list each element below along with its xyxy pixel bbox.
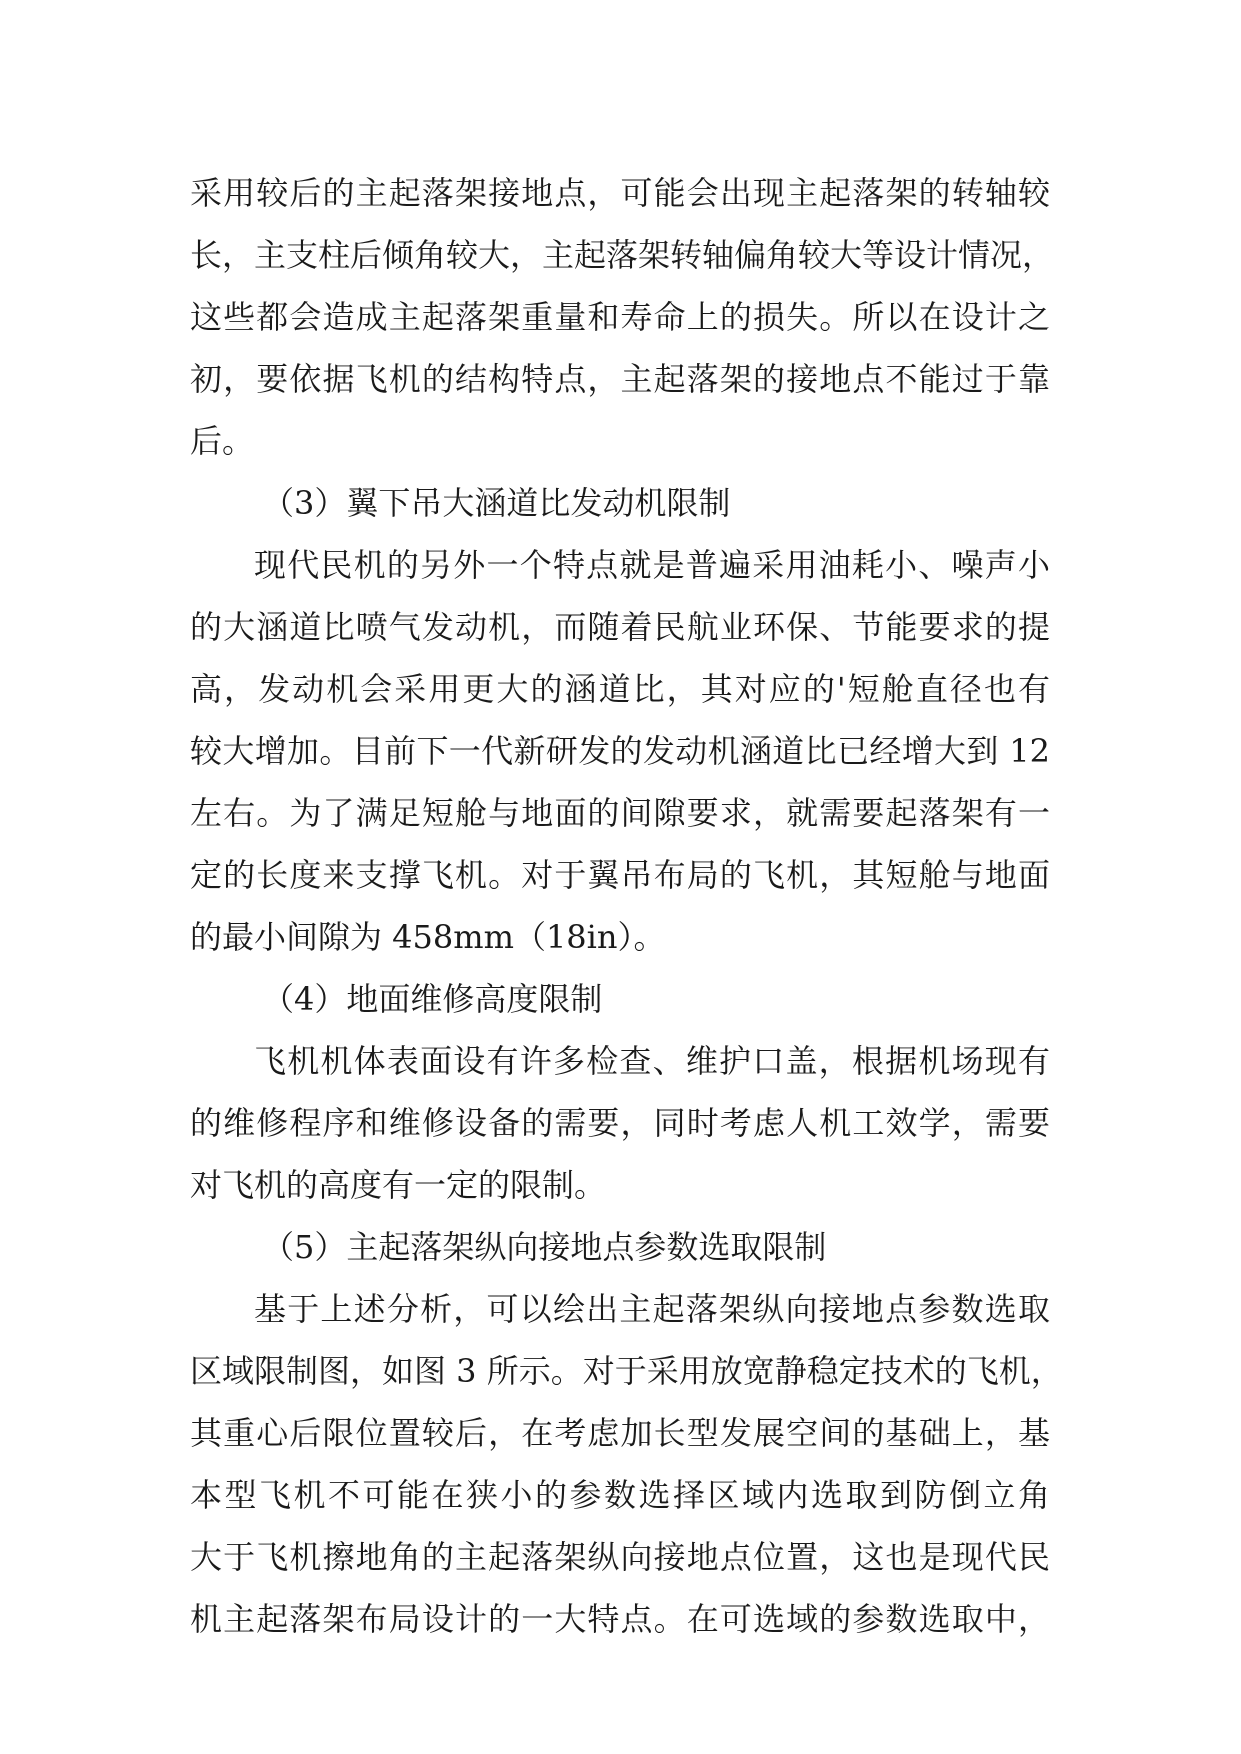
document-body	[190, 162, 1063, 1650]
text-line: 基于上述分析，可以绘出主起落架纵向接地点参数选取	[254, 1290, 1050, 1328]
text-line: 区域限制图，如图 3 所示。对于采用放宽静稳定技术的飞机，	[190, 1352, 1063, 1390]
section-heading-3: （3）翼下吊大涵道比发动机限制	[262, 484, 731, 522]
text-line: 的最小间隙为 458mm（18in）。	[190, 918, 666, 956]
text-line: 本型飞机不可能在狭小的参数选择区域内选取到防倒立角	[190, 1476, 1050, 1514]
section-heading-5: （5）主起落架纵向接地点参数选取限制	[262, 1228, 827, 1266]
text-line: 长，主支柱后倾角较大，主起落架转轴偏角较大等设计情况，	[190, 236, 1055, 274]
text-line: 机主起落架布局设计的一大特点。在可选域的参数选取中，	[190, 1600, 1050, 1638]
paragraph-engine-limit	[190, 534, 1050, 968]
text-line: 较大增加。目前下一代新研发的发动机涵道比已经增大到 12	[190, 732, 1050, 770]
paragraph-maintenance-height	[190, 1030, 1050, 1216]
text-line: 这些都会造成主起落架重量和寿命上的损失。所以在设计之	[190, 298, 1050, 336]
text-line: 左右。为了满足短舱与地面的间隙要求，就需要起落架有一	[190, 794, 1050, 832]
text-line: 的维修程序和维修设备的需要，同时考虑人机工效学，需要	[190, 1104, 1050, 1142]
text-line: 采用较后的主起落架接地点，可能会出现主起落架的转轴较	[190, 174, 1050, 212]
text-line: 飞机机体表面设有许多检查、维护口盖，根据机场现有	[254, 1042, 1050, 1080]
text-line: 现代民机的另外一个特点就是普遍采用油耗小、噪声小	[254, 546, 1050, 584]
text-line: 的大涵道比喷气发动机，而随着民航业环保、节能要求的提	[190, 608, 1050, 646]
text-line: 高，发动机会采用更大的涵道比，其对应的'短舱直径也有	[190, 670, 1050, 708]
section-heading-4: （4）地面维修高度限制	[262, 980, 603, 1018]
text-line: 后。	[190, 422, 255, 460]
paragraph-landing-gear-position	[190, 162, 1055, 472]
text-line: 定的长度来支撑飞机。对于翼吊布局的飞机，其短舱与地面	[190, 856, 1050, 894]
paragraph-parameter-selection	[190, 1278, 1063, 1650]
text-line: 初，要依据飞机的结构特点，主起落架的接地点不能过于靠	[190, 360, 1050, 398]
text-line: 对飞机的高度有一定的限制。	[190, 1166, 607, 1204]
text-line: 大于飞机擦地角的主起落架纵向接地点位置，这也是现代民	[190, 1538, 1050, 1576]
text-line: 其重心后限位置较后，在考虑加长型发展空间的基础上，基	[190, 1414, 1050, 1452]
